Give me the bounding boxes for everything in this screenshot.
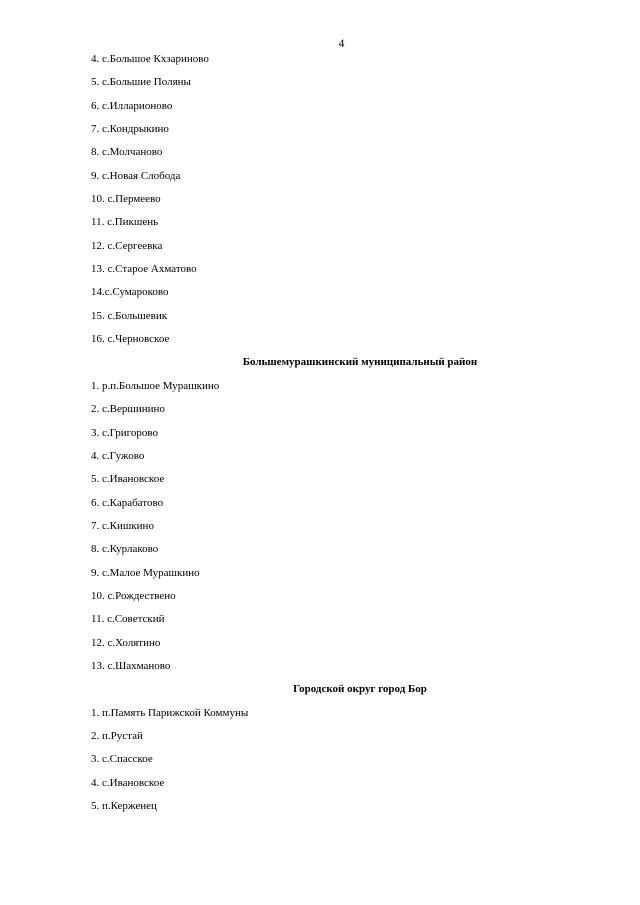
list-item: 13. с.Старое Ахматово [91,263,197,276]
list-item: 6. с.Илларионово [91,99,173,112]
list-item: 3. с.Григорово [91,426,159,439]
list-item: 2. с.Вершинино [91,403,165,416]
list-item: 5. с.Ивановское [91,473,165,486]
list-item: 7. с.Кондрыкино [91,123,169,136]
list-item: 16. с.Черновское [91,333,170,346]
list-item: 7. с.Кишкино [91,519,154,532]
list-item: 8. с.Курлаково [91,543,159,556]
list-item: 15. с.Большевик [91,309,168,322]
list-item: 5. с.Большие Поляны [91,76,191,89]
list-item: 8. с.Молчаново [91,146,163,159]
list-item: 6. с.Карабатово [91,496,164,509]
list-item: 4. с.Большое Кхзариново [91,53,209,65]
list-item: 5. п.Керженец [91,800,157,812]
list-item: 11. с.Советский [91,613,165,626]
list-item: 4. с.Гужово [91,449,145,462]
list-item: 2. п.Рустай [91,729,143,742]
list-item: 3. с.Спасское [91,753,153,766]
list-item: 12. с.Сергеевка [91,239,163,252]
list-item: 10. с.Пермеево [91,193,161,206]
list-item: 1. р.п.Большое Мурашкино [91,379,220,392]
section-heading: Городской округ город Бор [293,683,427,696]
list-item: 11. с.Пикшень [91,216,159,229]
list-item: 14.с.Сумароково [91,286,169,299]
section-heading: Большемурашкинский муниципальный район [242,356,478,369]
list-item: 9. с.Малое Мурашкино [91,566,200,579]
list-item: 10. с.Рождествено [91,589,176,602]
list-item: 1. п.Память Парижской Коммуны [91,706,249,719]
page-number: 4 [338,38,345,50]
list-item: 4. с.Ивановское [91,776,165,789]
list-item: 9. с.Новая Слобода [91,169,181,182]
list-item: 12. с.Холятино [91,636,161,649]
list-item: 13. с.Шахманово [91,659,171,672]
settlement-list [91,48,561,818]
